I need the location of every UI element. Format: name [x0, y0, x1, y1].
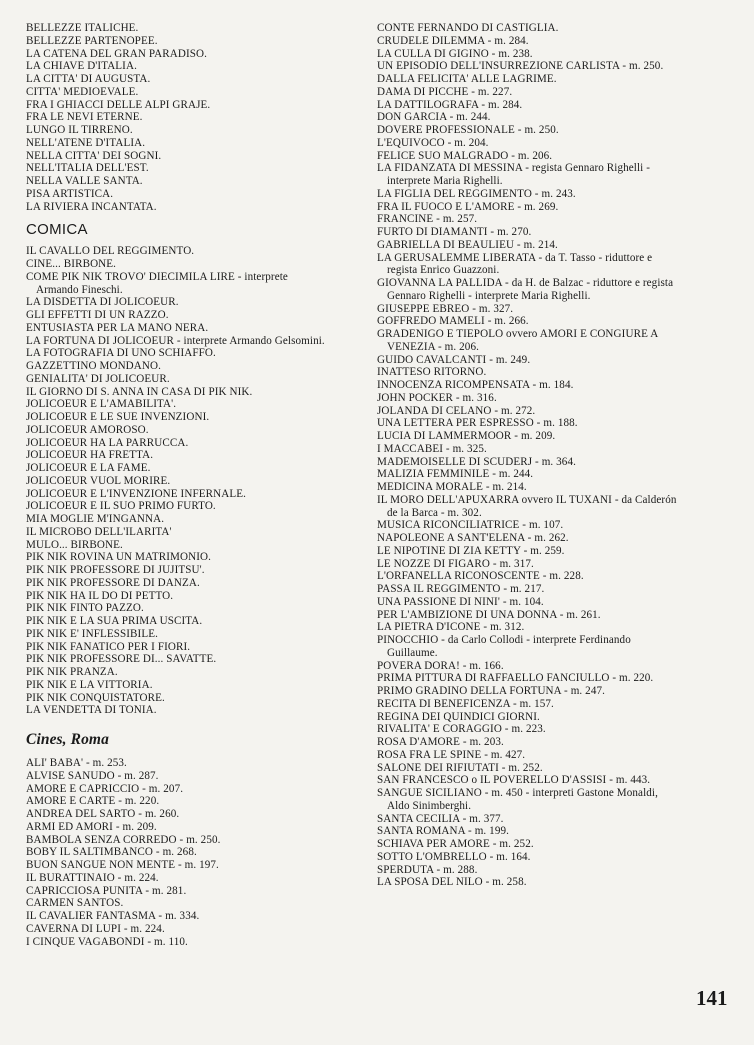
- page-number: 141: [696, 986, 728, 1010]
- list-entry: CITTA' MEDIOEVALE.: [26, 85, 139, 98]
- list-entry: PIK NIK E LA VITTORIA.: [26, 678, 153, 691]
- list-entry: JOLICOEUR HA FRETTA.: [26, 449, 154, 462]
- list-entry: NELLA VALLE SANTA.: [26, 175, 143, 187]
- list-entry: REGINA DEI QUINDICI GIORNI.: [377, 710, 540, 723]
- list-entry: MIA MOGLIE M'INGANNA.: [26, 513, 165, 525]
- list-entry: CAPRICCIOSA PUNITA - m. 281.: [26, 884, 187, 897]
- list-entry: PER L'AMBIZIONE DI UNA DONNA - m. 261.: [377, 608, 601, 621]
- list-entry: LUNGO IL TIRRENO.: [26, 124, 133, 136]
- list-entry: LA CITTA' DI AUGUSTA.: [26, 73, 151, 85]
- list-entry: BAMBOLA SENZA CORREDO - m. 250.: [26, 833, 221, 846]
- list-entry: INATTESO RITORNO.: [377, 366, 487, 379]
- list-entry: INNOCENZA RICOMPENSATA - m. 184.: [377, 379, 574, 391]
- list-entry: CAVERNA DI LUPI - m. 224.: [26, 922, 165, 935]
- list-entry: PIK NIK PRANZA.: [26, 666, 118, 678]
- list-entry: FELICE SUO MALGRADO - m. 206.: [377, 149, 553, 162]
- list-entry: POVERA DORA! - m. 166.: [377, 659, 504, 672]
- list-entry: LA SPOSA DEL NILO - m. 258.: [377, 876, 527, 889]
- list-entry: PIK NIK FANATICO PER I FIORI.: [26, 640, 191, 653]
- list-entry: MADEMOISELLE DI SCUDERJ - m. 364.: [377, 455, 576, 468]
- list-entry: SALONE DEI RIFIUTATI - m. 252.: [377, 761, 543, 774]
- list-entry: AMORE E CAPRICCIO - m. 207.: [26, 782, 184, 795]
- list-entry: GIUSEPPE EBREO - m. 327.: [377, 302, 514, 315]
- list-entry: BELLEZZE ITALICHE.: [26, 22, 139, 34]
- list-entry: CARMEN SANTOS.: [26, 897, 124, 910]
- section-heading-comica: COMICA: [26, 221, 88, 239]
- list-entry: PIK NIK PROFESSORE DI DANZA.: [26, 576, 200, 589]
- list-entry: SANTA CECILIA - m. 377.: [377, 812, 504, 825]
- list-entry: GAZZETTINO MONDANO.: [26, 360, 162, 372]
- list-entry: IL CAVALLO DEL REGGIMENTO.: [26, 245, 195, 258]
- list-entry: GLI EFFETTI DI UN RAZZO.: [26, 309, 169, 321]
- list-entry: LA GERUSALEMME LIBERATA - da T. Tasso - riduttore e regista Enrico Guazzoni.: [377, 251, 653, 277]
- list-entry: GIOVANNA LA PALLIDA - da H. de Balzac - riduttore e regista Gennaro Righelli - interprete Maria Righelli.: [377, 277, 674, 302]
- cines-list: [26, 757, 326, 948]
- list-entry: PRIMA PITTURA DI RAFFAELLO FANCIULLO - m. 220.: [377, 672, 654, 685]
- list-entry: NELLA CITTA' DEI SOGNI.: [26, 149, 162, 162]
- list-entry: LA FIGLIA DEL REGGIMENTO - m. 243.: [377, 187, 576, 200]
- list-entry: PIK NIK PROFESSORE DI... SAVATTE.: [26, 653, 217, 666]
- list-entry: SCHIAVA PER AMORE - m. 252.: [377, 838, 534, 850]
- section-heading-cines: Cines, Roma: [26, 731, 109, 748]
- list-entry: MUSICA RICONCILIATRICE - m. 107.: [377, 519, 564, 532]
- list-entry: DON GARCIA - m. 244.: [377, 111, 491, 124]
- list-entry: CRUDELE DILEMMA - m. 284.: [377, 34, 529, 47]
- list-entry: LA CULLA DI GIGINO - m. 238.: [377, 47, 533, 60]
- list-entry: LA FIDANZATA DI MESSINA - regista Gennaro Righelli - interprete Maria Righelli.: [377, 162, 650, 187]
- list-entry: JOLICOEUR AMOROSO.: [26, 423, 149, 436]
- list-entry: FRA I GHIACCI DELLE ALPI GRAJE.: [26, 98, 211, 111]
- list-entry: I CINQUE VAGABONDI - m. 110.: [26, 935, 188, 948]
- list-entry: PASSA IL REGGIMENTO - m. 217.: [377, 583, 545, 595]
- list-entry: LA CHIAVE D'ITALIA.: [26, 60, 137, 73]
- list-entry: JOLICOEUR E L'INVENZIONE INFERNALE.: [26, 487, 246, 500]
- list-entry: LA DATTILOGRAFA - m. 284.: [377, 98, 523, 111]
- list-entry: ARMI ED AMORI - m. 209.: [26, 820, 157, 833]
- list-entry: PIK NIK E' INFLESSIBILE.: [26, 627, 158, 640]
- list-entry: GENIALITA' DI JOLICOEUR.: [26, 372, 170, 385]
- list-entry: GOFFREDO MAMELI - m. 266.: [377, 315, 529, 328]
- list-entry: LA CATENA DEL GRAN PARADISO.: [26, 47, 208, 60]
- list-entry: UNA LETTERA PER ESPRESSO - m. 188.: [377, 417, 578, 430]
- list-entry: LA DISDETTA DI JOLICOEUR.: [26, 296, 179, 309]
- right-column: [377, 22, 680, 889]
- list-entry: LA FORTUNA DI JOLICOEUR - interprete Armando Gelsomini.: [26, 334, 325, 347]
- list-entry: LUCIA DI LAMMERMOOR - m. 209.: [377, 430, 556, 442]
- list-entry: LA FOTOGRAFIA DI UNO SCHIAFFO.: [26, 347, 216, 360]
- list-entry: LA RIVIERA INCANTATA.: [26, 200, 157, 213]
- list-entry: PISA ARTISTICA.: [26, 187, 114, 200]
- list-entry: BELLEZZE PARTENOPEE.: [26, 34, 158, 47]
- list-entry: NELL'ATENE D'ITALIA.: [26, 136, 146, 149]
- list-entry: JOLICOEUR E L'AMABILITA'.: [26, 398, 177, 411]
- list-entry: MULO... BIRBONE.: [26, 538, 123, 551]
- list-entry: FRANCINE - m. 257.: [377, 213, 478, 226]
- list-entry: RIVALITA' E CORAGGIO - m. 223.: [377, 723, 546, 736]
- list-entry: BUON SANGUE NON MENTE - m. 197.: [26, 859, 219, 871]
- list-entry: GUIDO CAVALCANTI - m. 249.: [377, 353, 531, 366]
- list-entry: ALI' BABA' - m. 253.: [26, 757, 127, 769]
- list-entry: COME PIK NIK TROVO' DIECIMILA LIRE - interprete Armando Fineschi.: [26, 270, 288, 296]
- list-entry: MEDICINA MORALE - m. 214.: [377, 481, 527, 493]
- list-entry: DOVERE PROFESSIONALE - m. 250.: [377, 124, 559, 136]
- documentary-list: [26, 22, 326, 213]
- list-entry: UN EPISODIO DELL'INSURREZIONE CARLISTA - m. 250.: [377, 60, 664, 73]
- list-entry: IL MICROBO DELL'ILARITA': [26, 525, 172, 538]
- left-column: [26, 22, 326, 948]
- list-entry: SOTTO L'OMBRELLO - m. 164.: [377, 850, 531, 863]
- list-entry: SANTA ROMANA - m. 199.: [377, 825, 509, 838]
- list-entry: L'EQUIVOCO - m. 204.: [377, 136, 489, 149]
- list-entry: PIK NIK HA IL DO DI PETTO.: [26, 589, 174, 602]
- list-entry: JOLICOEUR HA LA PARRUCCA.: [26, 436, 189, 449]
- list-entry: GRADENIGO E TIEPOLO ovvero AMORI E CONGIURE A VENEZIA - m. 206.: [377, 328, 658, 353]
- list-entry: IL GIORNO DI S. ANNA IN CASA DI PIK NIK.: [26, 385, 253, 398]
- list-entry: PIK NIK ROVINA UN MATRIMONIO.: [26, 551, 212, 564]
- list-entry: PINOCCHIO - da Carlo Collodi - interprete Ferdinando Guillaume.: [377, 634, 631, 659]
- list-entry: SPERDUTA - m. 288.: [377, 863, 478, 876]
- list-entry: ROSA FRA LE SPINE - m. 427.: [377, 748, 526, 761]
- list-entry: PIK NIK PROFESSORE DI JUJITSU'.: [26, 564, 205, 576]
- list-entry: LA PIETRA D'ICONE - m. 312.: [377, 621, 525, 634]
- list-entry: PIK NIK CONQUISTATORE.: [26, 691, 165, 704]
- list-entry: DAMA DI PICCHE - m. 227.: [377, 85, 513, 98]
- list-entry: DALLA FELICITA' ALLE LAGRIME.: [377, 73, 557, 85]
- list-entry: PIK NIK FINTO PAZZO.: [26, 602, 144, 615]
- list-entry: UNA PASSIONE DI NINI' - m. 104.: [377, 595, 544, 608]
- list-entry: IL CAVALIER FANTASMA - m. 334.: [26, 910, 200, 922]
- list-entry: SAN FRANCESCO o IL POVERELLO D'ASSISI - m. 443.: [377, 774, 651, 787]
- list-entry: JOHN POCKER - m. 316.: [377, 391, 497, 404]
- list-entry: BOBY IL SALTIMBANCO - m. 268.: [26, 846, 197, 859]
- list-entry: LA VENDETTA DI TONIA.: [26, 704, 157, 717]
- list-entry: LE NIPOTINE DI ZIA KETTY - m. 259.: [377, 544, 565, 557]
- list-entry: JOLICOEUR VUOL MORIRE.: [26, 474, 171, 487]
- list-entry: LE NOZZE DI FIGARO - m. 317.: [377, 557, 534, 570]
- cines-list-continued: [377, 22, 680, 889]
- comica-list: [26, 245, 326, 717]
- list-entry: RECITA DI BENEFICENZA - m. 157.: [377, 697, 554, 710]
- list-entry: GABRIELLA DI BEAULIEU - m. 214.: [377, 238, 558, 251]
- list-entry: IL MORO DELL'APUXARRA ovvero IL TUXANI - da Calderón de la Barca - m. 302.: [377, 493, 677, 519]
- list-entry: JOLICOEUR E LE SUE INVENZIONI.: [26, 411, 210, 423]
- list-entry: SANGUE SICILIANO - m. 450 - interpreti Gastone Monaldi, Aldo Sinimberghi.: [377, 787, 658, 812]
- list-entry: PIK NIK E LA SUA PRIMA USCITA.: [26, 615, 203, 627]
- list-entry: JOLICOEUR E IL SUO PRIMO FURTO.: [26, 500, 216, 513]
- list-entry: I MACCABEI - m. 325.: [377, 442, 487, 455]
- list-entry: ROSA D'AMORE - m. 203.: [377, 736, 504, 748]
- list-entry: NELL'ITALIA DELL'EST.: [26, 162, 149, 175]
- list-entry: FRA LE NEVI ETERNE.: [26, 111, 143, 124]
- list-entry: PRIMO GRADINO DELLA FORTUNA - m. 247.: [377, 685, 605, 697]
- list-entry: AMORE E CARTE - m. 220.: [26, 795, 160, 808]
- list-entry: ANDREA DEL SARTO - m. 260.: [26, 808, 180, 820]
- list-entry: MALIZIA FEMMINILE - m. 244.: [377, 468, 534, 481]
- list-entry: FRA IL FUOCO E L'AMORE - m. 269.: [377, 200, 559, 213]
- list-entry: CINE... BIRBONE.: [26, 258, 117, 270]
- list-entry: NAPOLEONE A SANT'ELENA - m. 262.: [377, 532, 569, 544]
- list-entry: JOLICOEUR E LA FAME.: [26, 462, 151, 474]
- list-entry: L'ORFANELLA RICONOSCENTE - m. 228.: [377, 570, 584, 583]
- list-entry: JOLANDA DI CELANO - m. 272.: [377, 404, 536, 417]
- list-entry: CONTE FERNANDO DI CASTIGLIA.: [377, 22, 559, 34]
- list-entry: IL BURATTINAIO - m. 224.: [26, 871, 159, 884]
- list-entry: FURTO DI DIAMANTI - m. 270.: [377, 226, 532, 238]
- list-entry: ENTUSIASTA PER LA MANO NERA.: [26, 321, 209, 334]
- list-entry: ALVISE SANUDO - m. 287.: [26, 769, 159, 782]
